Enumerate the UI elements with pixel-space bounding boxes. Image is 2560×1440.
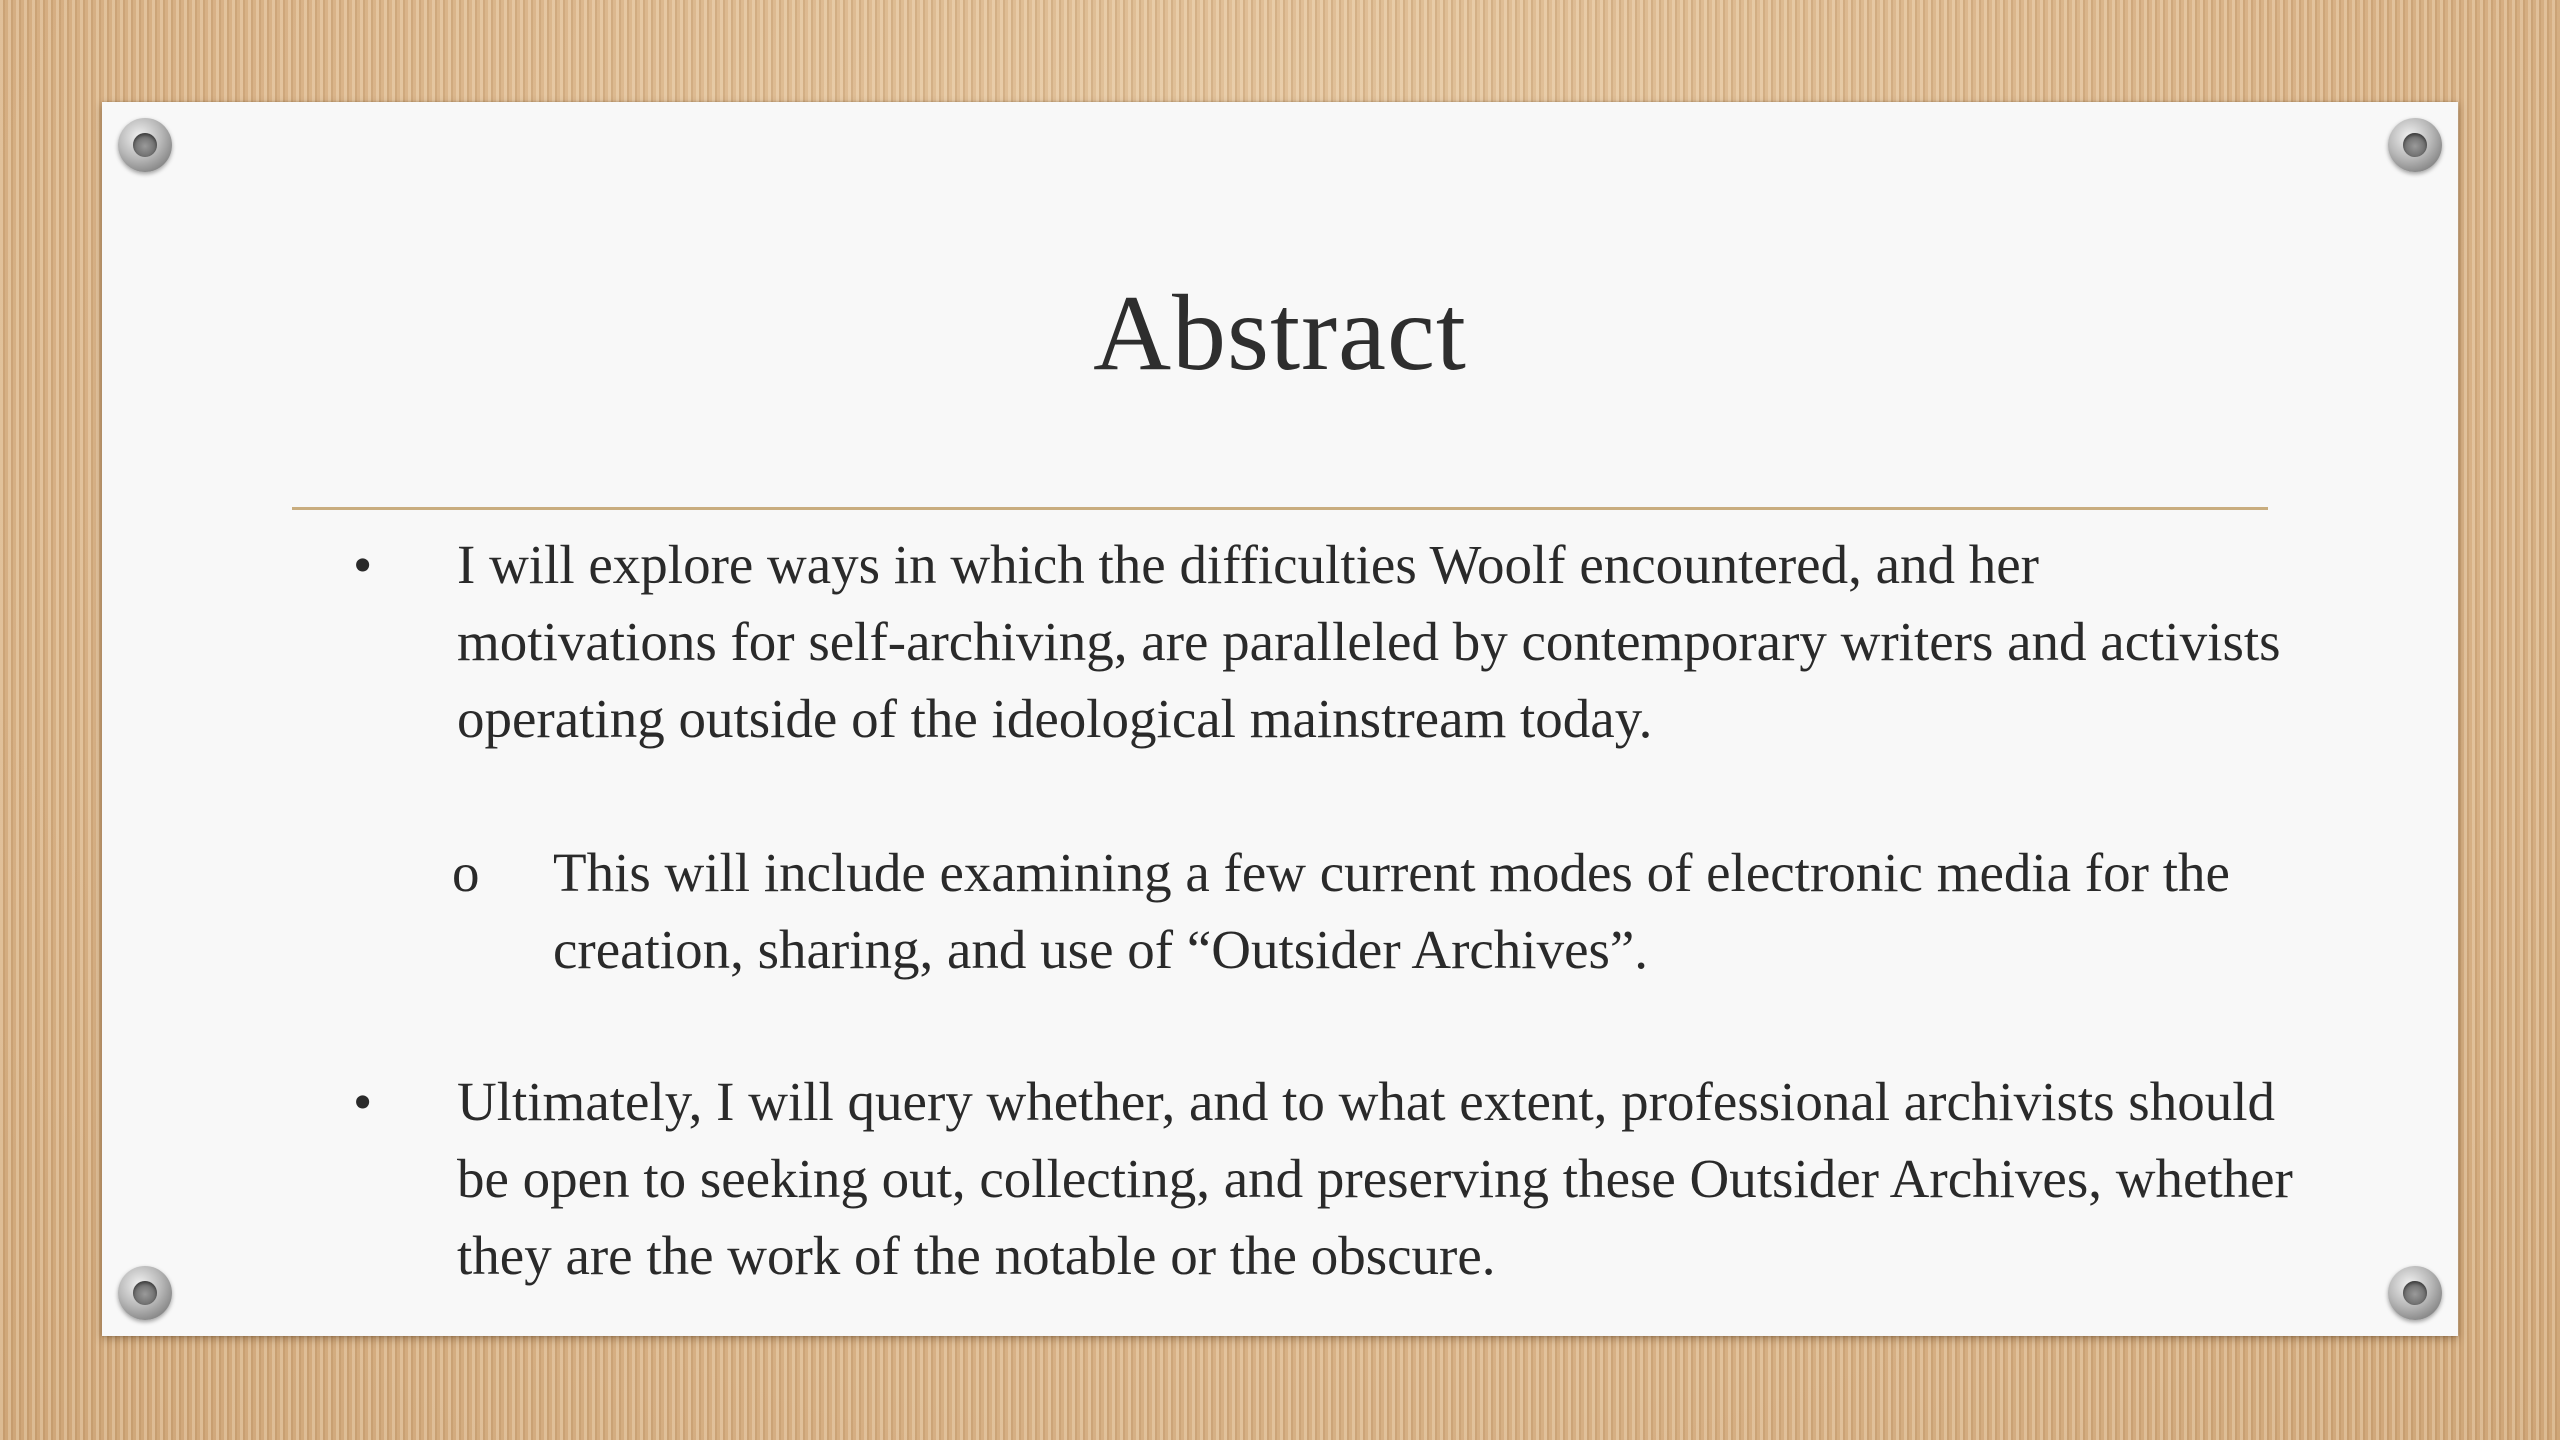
bullet-item bbox=[353, 1063, 2307, 1294]
grommet-bottom-right-icon bbox=[2388, 1266, 2442, 1320]
bullet-text: Ultimately, I will query whether, and to what extent, professional archivists should be open to seeking out, collecting, and preserving these Outsider Archives, whether they are the work of the notable or the obscure. bbox=[457, 1071, 2293, 1286]
bullet-marker: • bbox=[353, 534, 373, 595]
bullet-marker: • bbox=[353, 1071, 373, 1132]
sub-bullet-text: This will include examining a few current modes of electronic media for the creation, sharing, and use of “Outsider Archives”. bbox=[553, 842, 2230, 980]
slide-paper bbox=[102, 102, 2458, 1336]
grommet-top-right-icon bbox=[2388, 118, 2442, 172]
grommet-bottom-left-icon bbox=[118, 1266, 172, 1320]
bullet-text: I will explore ways in which the difficulties Woolf encountered, and her motivations for self-archiving, are paralleled by contemporary writers and activists operating outside of the ideological mainstream today. bbox=[457, 534, 2281, 749]
bullet-item bbox=[353, 526, 2307, 757]
title-divider bbox=[292, 507, 2268, 510]
sub-bullet-item bbox=[357, 834, 2337, 988]
slide-title: Abstract bbox=[1093, 274, 1467, 393]
sub-bullet-marker: o bbox=[452, 842, 480, 903]
grommet-top-left-icon bbox=[118, 118, 172, 172]
